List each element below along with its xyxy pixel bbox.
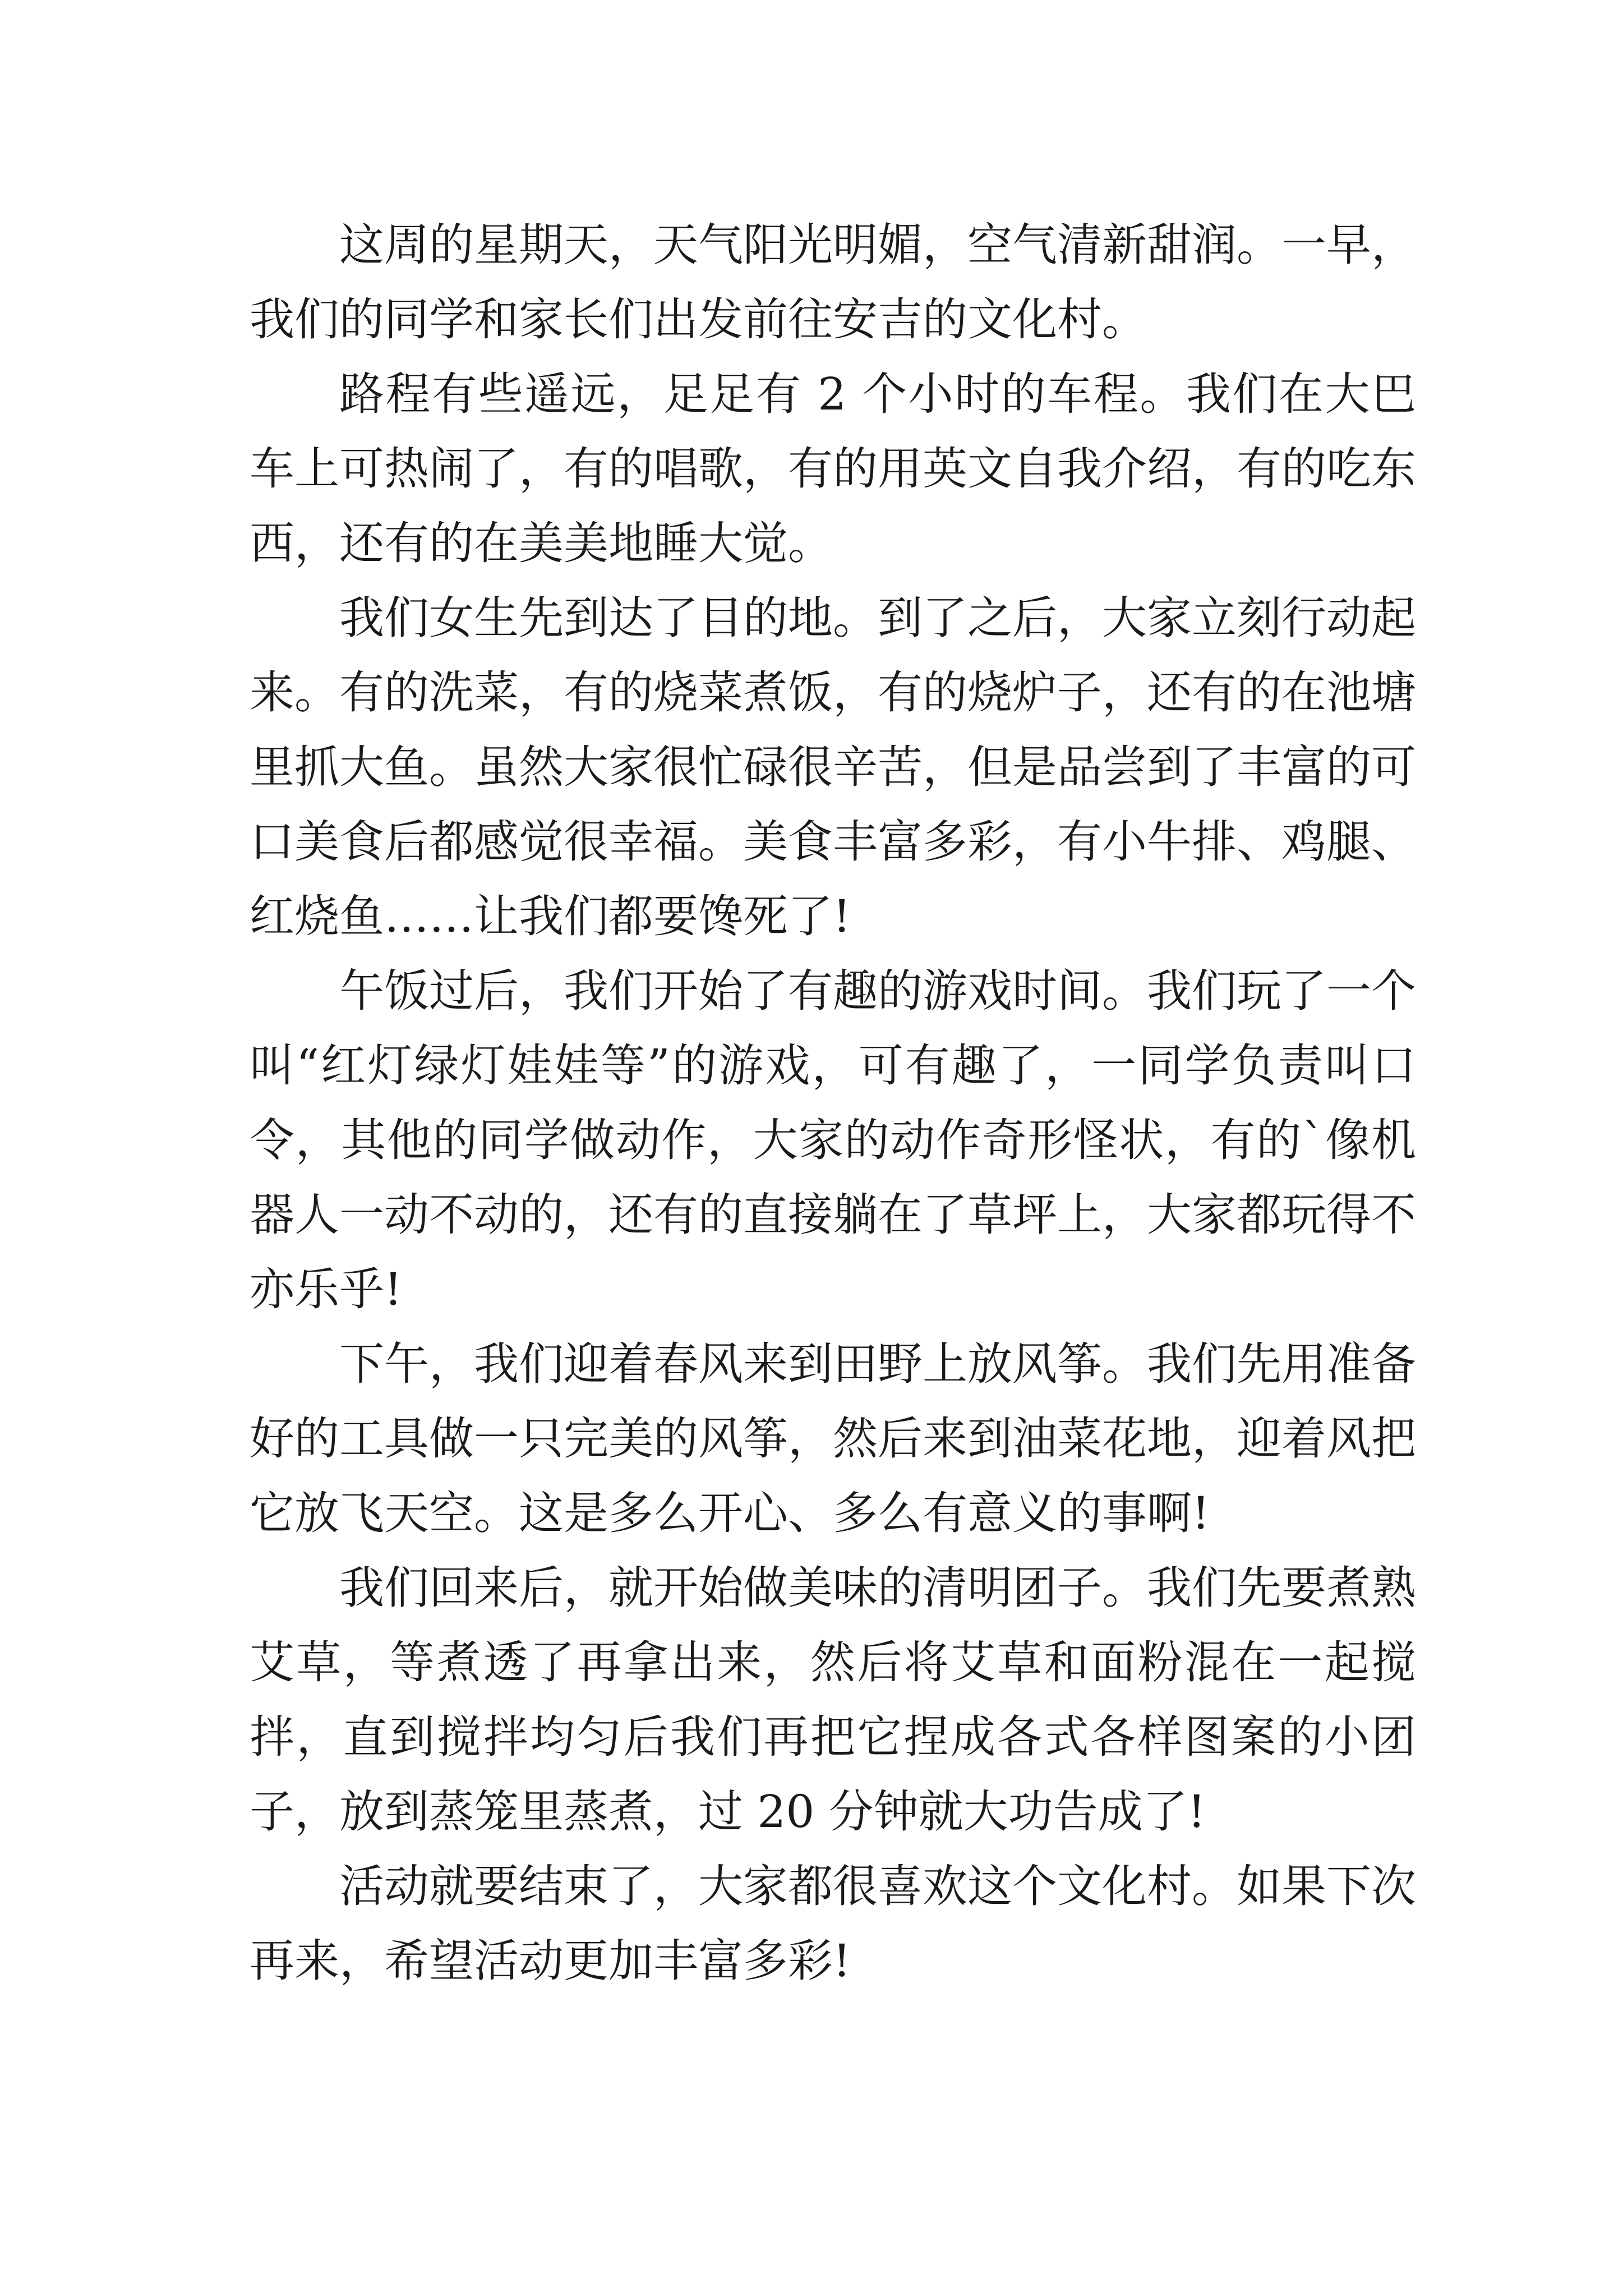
essay-body (250, 208, 1416, 1998)
paragraph-2: 路程有些遥远，足足有 2 个小时的车程。我们在大巴车上可热闹了，有的唱歌，有的用英文自我介绍，有的吃东西，还有的在美美地睡大觉。 (250, 368, 1416, 569)
paragraph-7: 活动就要结束了，大家都很喜欢这个文化村。如果下次再来，希望活动更加丰富多彩! (250, 1860, 1416, 1987)
paragraph-1: 这周的星期天，天气阳光明媚，空气清新甜润。一早，我们的同学和家长们出发前往安吉的文化村。 (250, 219, 1416, 346)
paragraph-3: 我们女生先到达了目的地。到了之后，大家立刻行动起来。有的洗菜，有的烧菜煮饭，有的烧炉子，还有的在池塘里抓大鱼。虽然大家很忙碌很辛苦，但是品尝到了丰富的可口美食后都感觉很幸福。美食丰富多彩，有小牛排、鸡腿、红烧鱼……让我们都要馋死了! (250, 592, 1416, 942)
paragraph-4: 午饭过后，我们开始了有趣的游戏时间。我们玩了一个叫“红灯绿灯娃娃等”的游戏，可有趣了，一同学负责叫口令，其他的同学做动作，大家的动作奇形怪状，有的`像机器人一动不动的，还有的直接躺在了草坪上，大家都玩得不亦乐乎! (250, 965, 1416, 1315)
paragraph-5: 下午，我们迎着春风来到田野上放风筝。我们先用准备好的工具做一只完美的风筝，然后来到油菜花地，迎着风把它放飞天空。这是多么开心、多么有意义的事啊! (250, 1338, 1416, 1539)
paragraph-6: 我们回来后，就开始做美味的清明团子。我们先要煮熟艾草，等煮透了再拿出来，然后将艾草和面粉混在一起搅拌，直到搅拌均匀后我们再把它捏成各式各样图案的小团子，放到蒸笼里蒸煮，过 20 分钟就大功告成了! (250, 1562, 1416, 1838)
